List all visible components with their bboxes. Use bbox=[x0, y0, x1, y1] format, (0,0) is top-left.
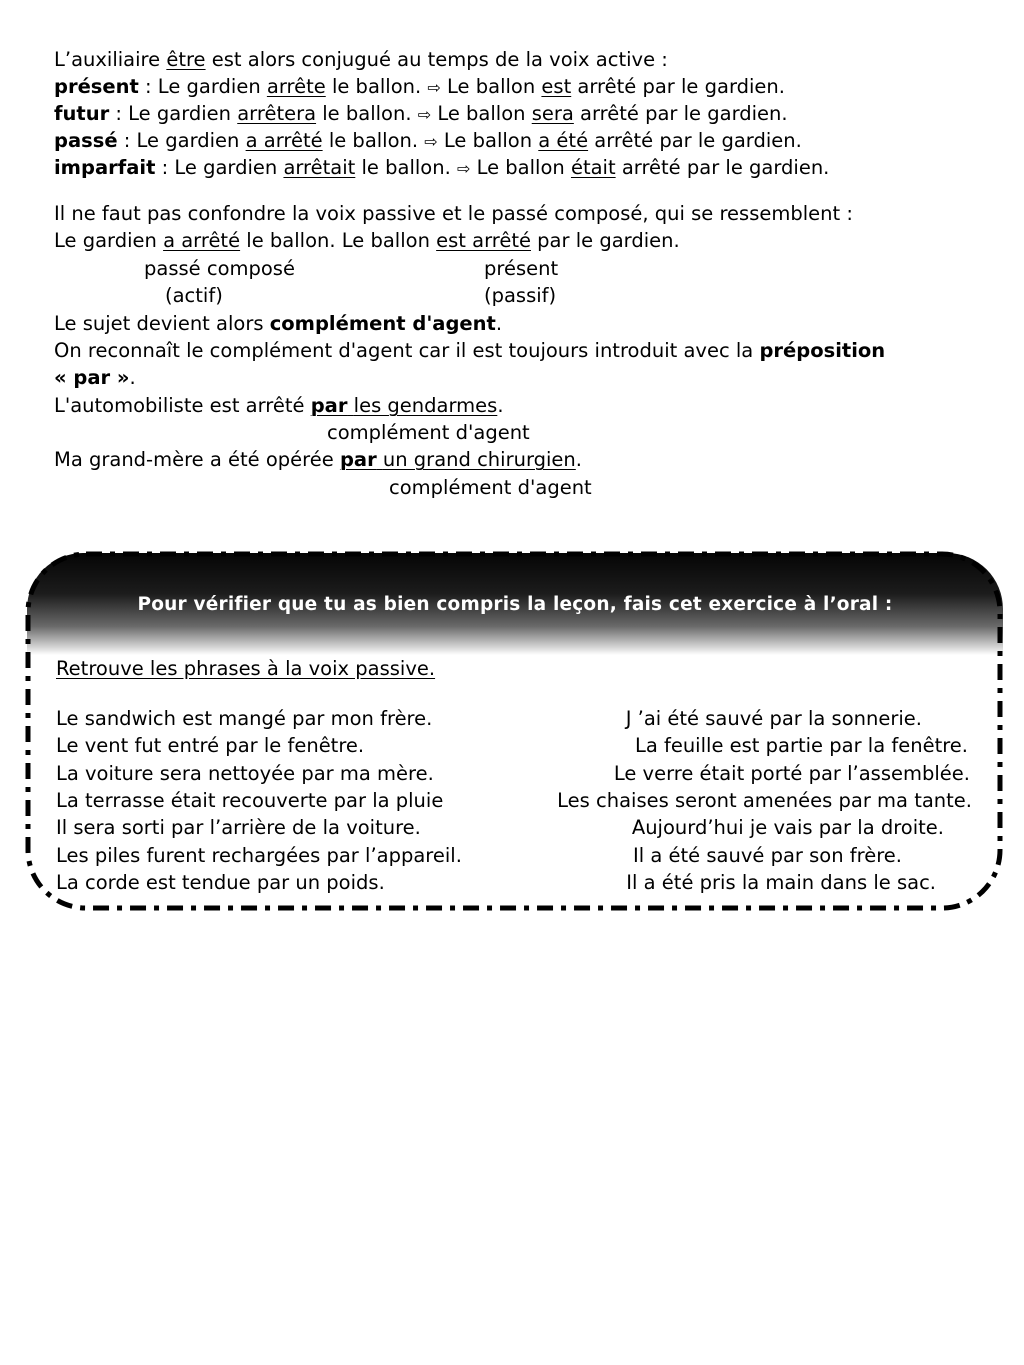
example-text: Le gardien bbox=[54, 229, 164, 252]
active-verb: arrêtera bbox=[237, 102, 317, 125]
sentence-text: . bbox=[497, 394, 504, 417]
tense-line-present bbox=[54, 73, 785, 101]
example-passe-compose: a arrêté bbox=[163, 229, 241, 252]
tense-text: : Le gardien bbox=[138, 75, 267, 98]
exercise-sentence-left: La voiture sera nettoyée par ma mère. bbox=[56, 761, 434, 785]
tense-text: le ballon. bbox=[322, 129, 425, 152]
agent-label-2: complément d'agent bbox=[389, 476, 592, 499]
sentence-text: L'automobiliste est arrêté bbox=[54, 394, 311, 417]
tense-text: le ballon. bbox=[325, 75, 428, 98]
exercise-sentence-left: La terrasse était recouverte par la pluie bbox=[56, 788, 444, 812]
sentence-text: Ma grand-mère a été opérée bbox=[54, 448, 340, 471]
tense-label: futur bbox=[54, 102, 110, 125]
example-text: par le gardien. bbox=[530, 229, 680, 252]
exercise-instruction: Retrouve les phrases à la voix passive. bbox=[56, 657, 436, 680]
tense-text: : Le gardien bbox=[117, 129, 246, 152]
passive-auxiliary: est bbox=[541, 75, 572, 98]
tense-line-imparfait bbox=[54, 154, 829, 182]
passive-auxiliary: sera bbox=[531, 102, 574, 125]
exercise-sentence-right: Il a été sauvé par son frère. bbox=[633, 843, 902, 867]
intro-text-end: est alors conjugué au temps de la voix active : bbox=[205, 48, 668, 71]
example-present-passif: est arrêté bbox=[436, 229, 531, 252]
tense-text: : Le gardien bbox=[109, 102, 238, 125]
tense-text: arrêté par le gardien. bbox=[615, 156, 830, 179]
agent-label-1: complément d'agent bbox=[327, 421, 530, 444]
exercise-sentence-right: Aujourd’hui je vais par la droite. bbox=[631, 816, 944, 840]
example-line bbox=[54, 227, 680, 254]
tense-text: arrêté par le gardien. bbox=[588, 129, 802, 152]
tense-label: passé bbox=[54, 129, 118, 152]
tense-text: Le ballon bbox=[431, 102, 532, 125]
exercise-sentence-right: Il a été pris la main dans le sac. bbox=[626, 870, 936, 894]
intro-word-etre: être bbox=[166, 48, 206, 71]
example-sentence-2 bbox=[54, 446, 582, 473]
recognize-text: . bbox=[129, 366, 136, 389]
tense-text: arrêté par le gardien. bbox=[573, 102, 788, 125]
active-verb: a arrêté bbox=[245, 129, 323, 152]
tense-text: : Le gardien bbox=[155, 156, 284, 179]
arrow-right-icon: ⇨ bbox=[427, 78, 441, 97]
exercise-sentence-left: Les piles furent rechargées par l’appareil. bbox=[56, 843, 462, 867]
exercise-sentence-right: Le verre était porté par l’assemblée. bbox=[613, 761, 970, 785]
label-passif: (passif) bbox=[484, 284, 557, 307]
exercise-sentence-right: Les chaises seront amenées par ma tante. bbox=[557, 788, 972, 812]
recognize-bold-par: « par » bbox=[54, 366, 130, 389]
label-actif: (actif) bbox=[165, 284, 223, 307]
sentence-text: . bbox=[575, 448, 582, 471]
exercise-sentence-left: Le sandwich est mangé par mon frère. bbox=[56, 707, 433, 730]
tense-label: imparfait bbox=[54, 156, 156, 179]
tense-text: Le ballon bbox=[437, 129, 539, 152]
active-verb: arrêtait bbox=[283, 156, 356, 179]
example-text: le ballon. Le ballon bbox=[240, 229, 437, 252]
arrow-right-icon: ⇨ bbox=[417, 105, 432, 124]
label-passe-compose: passé composé bbox=[144, 257, 295, 280]
tense-line-passe bbox=[54, 127, 802, 155]
arrow-right-icon: ⇨ bbox=[424, 132, 438, 151]
exercise-sentence-right: La feuille est partie par la fenêtre. bbox=[634, 734, 968, 758]
tense-line-futur bbox=[54, 100, 788, 128]
exercise-sentence-left: Il sera sorti par l’arrière de la voiture. bbox=[56, 816, 421, 840]
recognize-paragraph bbox=[54, 337, 972, 391]
passive-auxiliary: a été bbox=[538, 129, 589, 152]
complement-agent: les gendarmes bbox=[353, 394, 498, 417]
preposition-par: par bbox=[310, 394, 348, 417]
intro-text: L’auxiliaire bbox=[54, 48, 167, 71]
tense-text: Le ballon bbox=[440, 75, 542, 98]
active-verb: arrête bbox=[266, 75, 326, 98]
label-present: présent bbox=[484, 257, 559, 280]
exercise-sentence-left: Le vent fut entré par le fenêtre. bbox=[56, 734, 365, 758]
recognize-bold-preposition: préposition bbox=[759, 339, 886, 362]
recognize-text: On reconnaît le complément d'agent car il est toujours introduit avec la bbox=[54, 339, 760, 362]
subject-bold-term: complément d'agent bbox=[269, 312, 496, 335]
exercise-sentence-left: La corde est tendue par un poids. bbox=[56, 870, 385, 894]
example-sentence-1 bbox=[54, 392, 504, 419]
confuse-line: Il ne faut pas confondre la voix passive et le passé composé, qui se ressemblent : bbox=[54, 202, 853, 225]
subject-text: Le sujet devient alors bbox=[54, 312, 270, 335]
exercise-title: Pour vérifier que tu as bien compris la leçon, fais cet exercice à l’oral : bbox=[137, 594, 893, 615]
tense-label: présent bbox=[54, 75, 139, 98]
subject-text: . bbox=[495, 312, 503, 335]
tense-text: Le ballon bbox=[470, 156, 571, 179]
subject-line bbox=[54, 310, 502, 337]
complement-agent: un grand chirurgien bbox=[382, 448, 576, 471]
tense-text: le ballon. bbox=[355, 156, 457, 179]
passive-auxiliary: était bbox=[570, 156, 616, 179]
arrow-right-icon: ⇨ bbox=[456, 159, 471, 178]
exercise-sentence-right: J ’ai été sauvé par la sonnerie. bbox=[625, 707, 922, 730]
tense-text: arrêté par le gardien. bbox=[571, 75, 785, 98]
tense-text: le ballon. bbox=[316, 102, 418, 125]
preposition-par: par bbox=[339, 448, 377, 471]
intro-line bbox=[54, 46, 668, 73]
